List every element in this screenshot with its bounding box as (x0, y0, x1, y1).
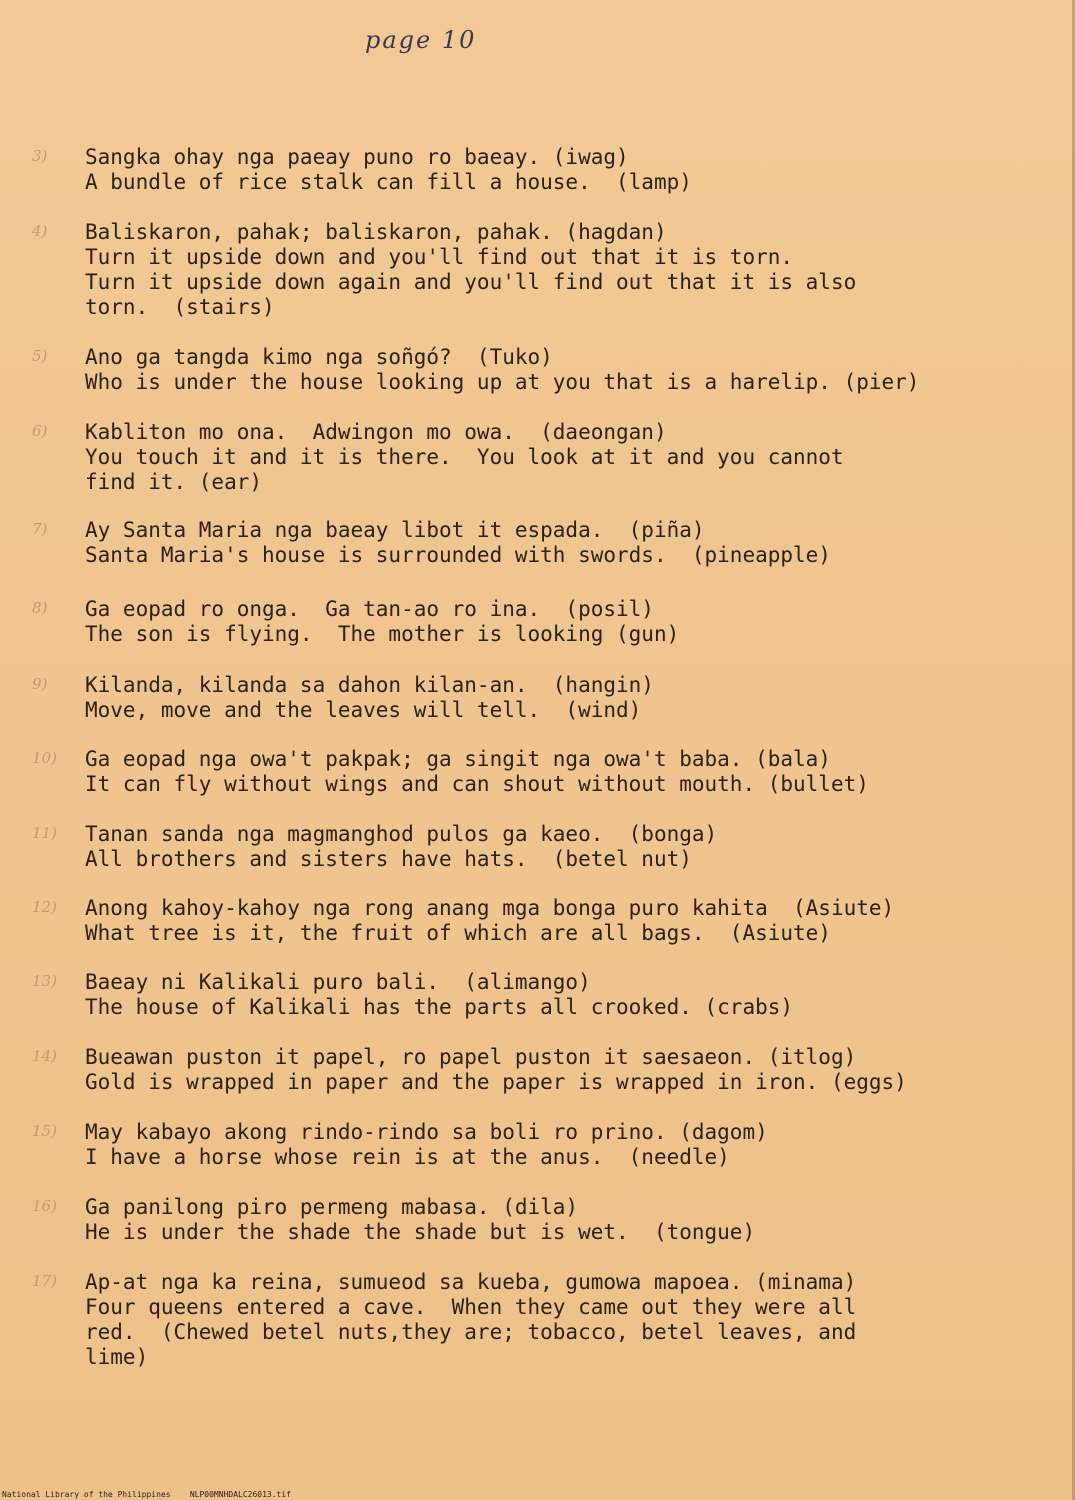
riddle-number: 4) (32, 222, 48, 240)
riddle-text: Bueawan puston it papel, ro papel puston it saesaeon. (itlog) (85, 1045, 857, 1069)
riddle-translation-line: red. (Chewed betel nuts,they are; tobacco, betel leaves, and (85, 1320, 857, 1344)
riddle-translation-line: Move, move and the leaves will tell. (wind) (85, 698, 642, 722)
riddle-translation-line: find it. (ear) (85, 470, 263, 494)
riddle-translation-line: Gold is wrapped in paper and the paper is wrapped in iron. (eggs) (85, 1070, 907, 1094)
riddle-translation-line: lime) (85, 1345, 149, 1369)
page-header: page 10 (365, 26, 477, 54)
riddle-text: Tanan sanda nga magmanghod pulos ga kaeo. (bonga) (85, 822, 718, 846)
riddle-translation-line: Who is under the house looking up at you that is a harelip. (pier) (85, 370, 920, 394)
riddle-number: 6) (32, 422, 48, 440)
riddle-number: 17) (32, 1272, 57, 1290)
riddle-text: Ga eopad ro onga. Ga tan-ao ro ina. (posil) (85, 597, 654, 621)
riddle-translation-line: A bundle of rice stalk can fill a house. (lamp) (85, 170, 692, 194)
riddle-number: 9) (32, 675, 48, 693)
riddle-translation-line: It can fly without wings and can shout without mouth. (bullet) (85, 772, 869, 796)
riddle-translation-line: I have a horse whose rein is at the anus. (needle) (85, 1145, 730, 1169)
riddle-text: Baeay ni Kalikali puro bali. (alimango) (85, 970, 591, 994)
riddle-number: 16) (32, 1197, 57, 1215)
riddle-text: Kilanda, kilanda sa dahon kilan-an. (hangin) (85, 673, 654, 697)
riddle-translation-line: All brothers and sisters have hats. (betel nut) (85, 847, 692, 871)
riddle-number: 11) (32, 824, 57, 842)
riddle-number: 14) (32, 1047, 57, 1065)
riddle-translation-line: He is under the shade the shade but is wet. (tongue) (85, 1220, 756, 1244)
riddle-number: 7) (32, 520, 48, 538)
riddle-text: Ap-at nga ka reina, sumueod sa kueba, gumowa mapoea. (minama) (85, 1270, 857, 1294)
riddle-text: Kabliton mo ona. Adwingon mo owa. (daeongan) (85, 420, 667, 444)
riddle-number: 3) (32, 147, 48, 165)
riddle-text: Baliskaron, pahak; baliskaron, pahak. (hagdan) (85, 220, 667, 244)
riddle-number: 8) (32, 599, 48, 617)
riddle-translation-line: Turn it upside down again and you'll find out that it is also (85, 270, 857, 294)
riddle-translation-line: The house of Kalikali has the parts all crooked. (crabs) (85, 995, 794, 1019)
riddle-translation-line: You touch it and it is there. You look at it and you cannot (85, 445, 844, 469)
archive-footer: National Library of the Philippines NLP00MNHDALC26013.tif (2, 1490, 291, 1499)
riddle-translation-line: torn. (stairs) (85, 295, 275, 319)
riddle-translation-line: Santa Maria's house is surrounded with swords. (pineapple) (85, 543, 831, 567)
riddle-text: Ano ga tangda kimo nga soñgó? (Tuko) (85, 345, 553, 369)
riddle-number: 15) (32, 1122, 57, 1140)
riddle-text: Ga eopad nga owa't pakpak; ga singit nga owa't baba. (bala) (85, 747, 831, 771)
riddle-number: 5) (32, 347, 48, 365)
riddle-text: May kabayo akong rindo-rindo sa boli ro prino. (dagom) (85, 1120, 768, 1144)
riddle-translation-line: The son is flying. The mother is looking (gun) (85, 622, 680, 646)
riddle-translation-line: What tree is it, the fruit of which are all bags. (Asiute) (85, 921, 831, 945)
riddle-number: 12) (32, 898, 57, 916)
riddle-text: Sangka ohay nga paeay puno ro baeay. (iwag) (85, 145, 629, 169)
riddle-text: Anong kahoy-kahoy nga rong anang mga bonga puro kahita (Asiute) (85, 896, 895, 920)
riddle-translation-line: Four queens entered a cave. When they came out they were all (85, 1295, 857, 1319)
riddle-number: 10) (32, 749, 57, 767)
riddle-text: Ga panilong piro permeng mabasa. (dila) (85, 1195, 579, 1219)
riddle-text: Ay Santa Maria nga baeay libot it espada. (piña) (85, 518, 705, 542)
riddle-number: 13) (32, 972, 57, 990)
riddle-translation-line: Turn it upside down and you'll find out that it is torn. (85, 245, 794, 269)
